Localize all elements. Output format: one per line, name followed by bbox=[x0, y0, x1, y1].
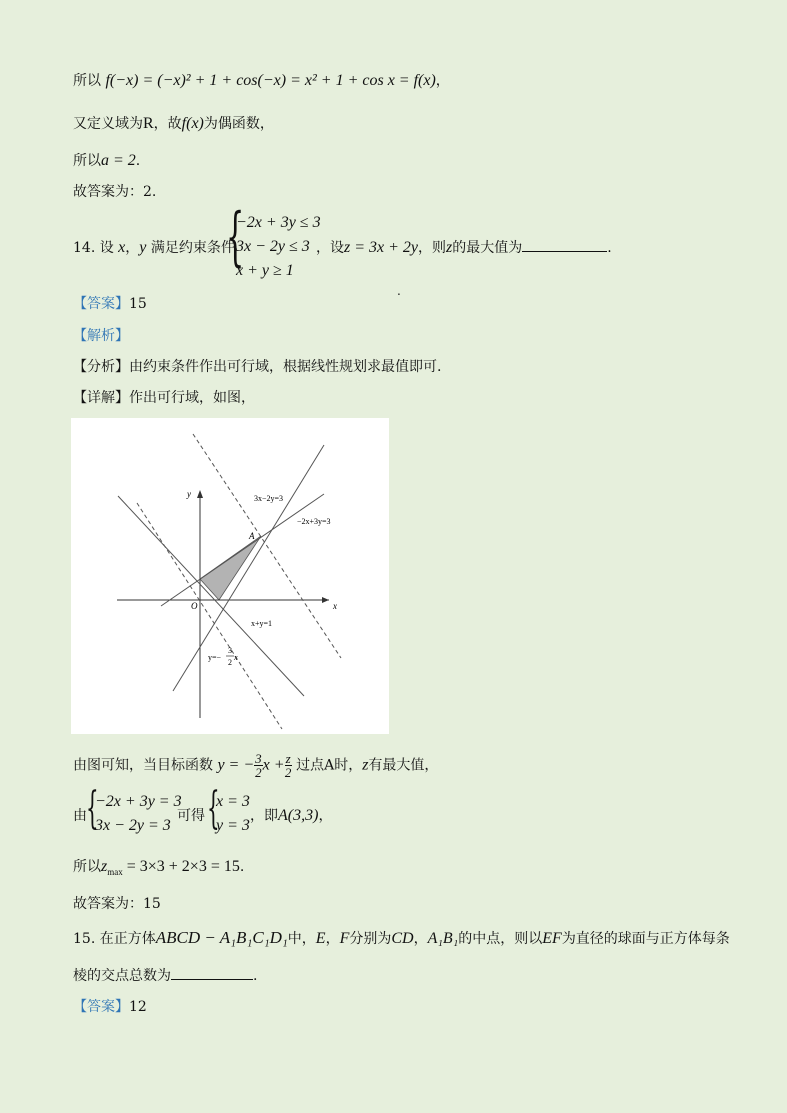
constraint-1: −2x + 3y ≤ 3 bbox=[236, 214, 321, 231]
system-brace-1: { bbox=[86, 783, 99, 834]
a-value-line: 所以a = 2. bbox=[73, 152, 141, 169]
constraint-brace: { bbox=[226, 200, 245, 274]
even-function-equation: f(−x) = (−x)² + 1 + cos(−x) = x² + 1 + cos x = f(x) bbox=[105, 72, 436, 89]
zmax-line: 所以$z_{max} = 3\times 3 + 2\times 3 = 15$. bbox=[73, 858, 245, 877]
constraint-3: x + y ≥ 1 bbox=[236, 262, 294, 279]
feasible-region bbox=[200, 536, 261, 600]
answer-15 bbox=[73, 996, 147, 1016]
feasible-region-figure bbox=[71, 418, 389, 734]
analysis-heading bbox=[73, 325, 129, 345]
answer-line-13: 故答案为：2. bbox=[73, 184, 157, 200]
question-14-tail: ，设z = 3x + 2y，则z的最大值为 . bbox=[316, 239, 612, 256]
solution-y: y = 3 bbox=[216, 817, 250, 834]
equation-line-1: 所以 f(−x) = (−x)² + 1 + cos(−x) = x² + 1 + cos x = f(x)， bbox=[73, 72, 450, 89]
point-a-result: ，即A(3,3)， bbox=[250, 807, 333, 824]
text-prefix: 所以 bbox=[73, 73, 101, 89]
system-equations bbox=[95, 790, 182, 838]
question-number: 14. bbox=[73, 240, 96, 256]
line-neg2x-3y-3 bbox=[161, 494, 324, 606]
solution-x: x = 3 bbox=[216, 793, 250, 810]
detailed-solution-intro: 【详解】作出可行域，如图， bbox=[73, 390, 255, 406]
answer-blank bbox=[171, 967, 253, 980]
constraint-system bbox=[236, 211, 321, 283]
label-objective-den: 2 bbox=[228, 658, 232, 667]
label-3x-2y-3: 3x−2y=3 bbox=[254, 494, 284, 503]
system-eq-1: −2x + 3y = 3 bbox=[95, 793, 182, 810]
fraction-3-2: $\frac{3}{2}$ bbox=[255, 751, 262, 780]
answer-tag: 【答案】 bbox=[73, 999, 129, 1015]
conclusion-line: 由图可知，当目标函数 y = − $\frac{3}{2}$ x + $\frac{z}{2}$ 过点A时，z有最大值， bbox=[73, 751, 439, 780]
analysis-tag: 【解析】 bbox=[73, 328, 129, 344]
answer-blank bbox=[522, 239, 607, 252]
solve-prefix: 由 bbox=[73, 808, 87, 824]
question-number: 15. bbox=[73, 931, 96, 947]
constraint-2: 3x − 2y ≤ 3 bbox=[236, 238, 310, 255]
a-equation: a = 2 bbox=[101, 152, 136, 169]
answer-value: 15 bbox=[129, 296, 147, 312]
label-objective-var: x bbox=[234, 653, 238, 662]
domain-line: 又定义域为R，故f(x)为偶函数， bbox=[73, 115, 274, 132]
system-brace-2: { bbox=[207, 783, 220, 834]
answer-tag: 【答案】 bbox=[73, 296, 129, 312]
question-14-stem: 14. 设 x，y 满足约束条件 bbox=[73, 239, 235, 256]
line-3x-2y-3 bbox=[173, 445, 324, 691]
system-eq-2: 3x − 2y = 3 bbox=[95, 817, 171, 834]
analysis-summary: 【分析】由约束条件作出可行域，根据线性规划求最值即可. bbox=[73, 359, 442, 375]
x-axis-arrow bbox=[322, 597, 329, 603]
question-15-line-2: 棱的交点总数为 . bbox=[73, 968, 258, 984]
label-objective-num: 3 bbox=[228, 646, 232, 655]
domain-symbol: R bbox=[143, 115, 154, 132]
origin-label: O bbox=[191, 601, 198, 611]
answer-line-14: 故答案为：15 bbox=[73, 896, 161, 912]
x-axis-label: x bbox=[333, 601, 337, 611]
xiangjie-tag: 【详解】 bbox=[73, 390, 129, 406]
label-objective-prefix: y=− bbox=[208, 653, 222, 662]
zmax-computation: = 3×3 + 2×3 = 15 bbox=[122, 858, 240, 875]
answer-14 bbox=[73, 293, 147, 313]
objective-function: z = 3x + 2y bbox=[344, 239, 419, 256]
fenxi-tag: 【分析】 bbox=[73, 359, 129, 375]
feasible-region-plot bbox=[71, 418, 389, 734]
fx-symbol: f(x) bbox=[181, 115, 204, 132]
question-15-line-1: 15. 在正方体ABCD − A₁B₁C₁D₁中，E，F分别为CD，A₁B₁的中点，则以EF为直径的球面与正方体每条 bbox=[73, 928, 730, 947]
y-axis-arrow bbox=[197, 490, 203, 498]
y-axis-label: y bbox=[187, 489, 191, 499]
label-x-y-1: x+y=1 bbox=[251, 619, 273, 628]
stray-dot: . bbox=[397, 284, 401, 298]
answer-value: 12 bbox=[129, 999, 147, 1015]
point-a-label: A bbox=[249, 531, 255, 541]
label-neg2x-3y-3: −2x+3y=3 bbox=[297, 517, 331, 526]
cube-name: ABCD − A₁B₁C₁D₁ bbox=[155, 928, 288, 947]
system-solution bbox=[216, 790, 250, 838]
fraction-z-2: $\frac{z}{2}$ bbox=[284, 751, 292, 780]
line-x-y-1 bbox=[118, 496, 304, 696]
